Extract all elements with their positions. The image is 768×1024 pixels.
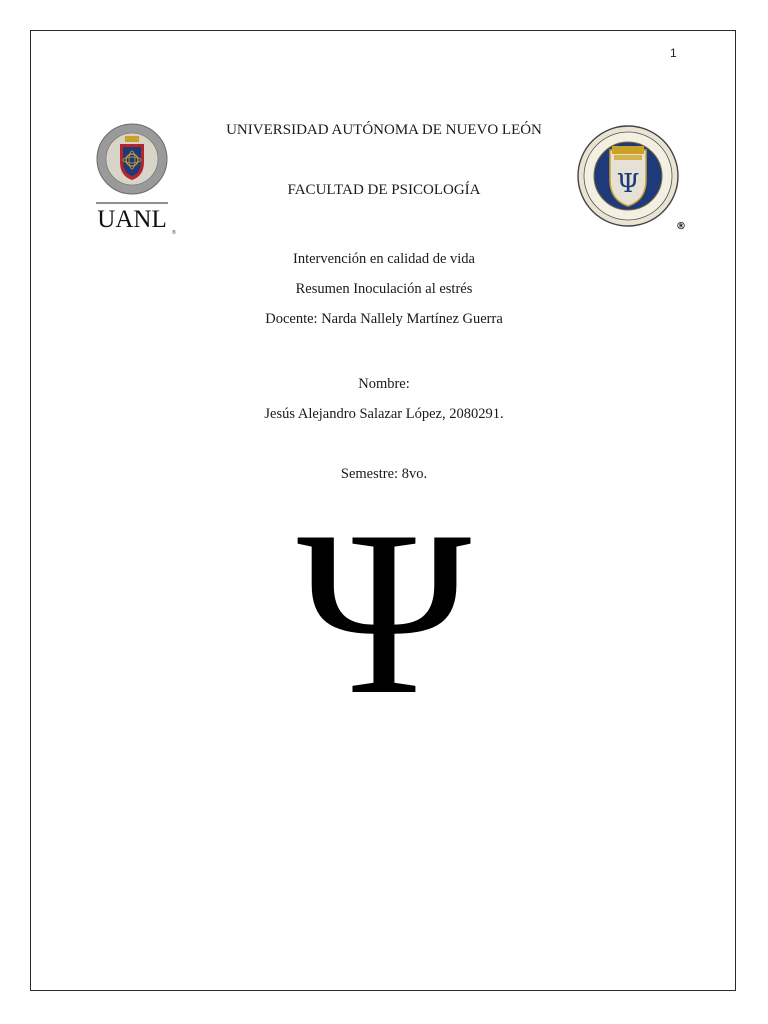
student-name: Jesús Alejandro Salazar López, 2080291. (264, 406, 504, 422)
uanl-logo (92, 122, 176, 236)
faculty-name: FACULTAD DE PSICOLOGÍA (287, 182, 481, 198)
uanl-registered-mark: ® (172, 230, 176, 236)
student-name-label: Nombre: (358, 376, 410, 392)
uanl-wordmark: UANL (97, 206, 167, 233)
psicologia-seal-icon (578, 126, 678, 226)
psicologia-registered-mark: ® (676, 221, 686, 232)
semester: Semestre: 8vo. (340, 466, 428, 482)
teacher-name: Docente: Narda Nallely Martínez Guerra (265, 311, 503, 327)
course-subject: Intervención en calidad de vida (293, 251, 475, 267)
university-name: UNIVERSIDAD AUTÓNOMA DE NUEVO LEÓN (226, 122, 542, 138)
page-number: 1 (670, 46, 677, 60)
psi-small-icon: Ψ (616, 169, 640, 199)
assignment-title: Resumen Inoculación al estrés (295, 281, 473, 297)
psi-symbol-icon: Ψ (296, 483, 472, 744)
